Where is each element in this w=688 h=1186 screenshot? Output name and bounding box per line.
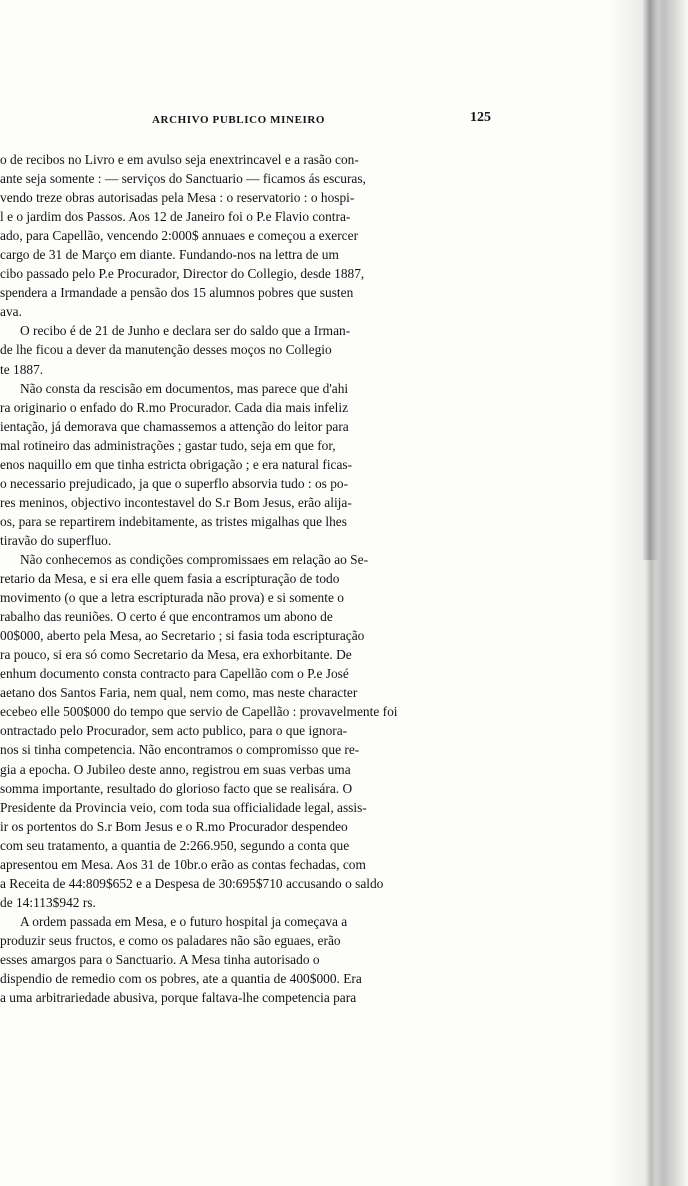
binding-shadow-lower (646, 560, 656, 1186)
text-line: Não conhecemos as condições compromissaes em relação ao Se- (20, 551, 369, 567)
text-line: A ordem passada em Mesa, e o futuro hospital ja começava a (20, 913, 348, 929)
text-line: ado, para Capellão, vencendo 2:000$ annuaes e começou a exercer (0, 228, 359, 244)
text-line: ontractado pelo Procurador, sem acto publico, para o que ignora- (0, 723, 348, 739)
text-line: res meninos, objectivo incontestavel do S.r Bom Jesus, erão alija- (0, 494, 352, 510)
text-line: ientação, já demorava que chamassemos a attenção do leitor para (0, 418, 349, 434)
text-line: somma importante, resultado do glorioso facto que se realisára. O (0, 780, 353, 796)
binding-shadow-upper (642, 0, 658, 560)
text-line: nos si tinha competencia. Não encontramos o compromisso que re- (0, 742, 360, 758)
page-number: 125 (470, 110, 491, 125)
text-line: o necessario prejudicado, ja que o superflo absorvia tudo : os po- (0, 475, 349, 491)
text-line: 00$000, aberto pela Mesa, ao Secretario ; si fasia toda escripturação (0, 628, 365, 644)
text-line: O recibo é de 21 de Junho e declara ser do saldo que a Irman- (20, 323, 351, 339)
text-line: os, para se repartirem indebitamente, as tristes migalhas que lhes (0, 513, 347, 529)
text-line: o de recibos no Livro e em avulso seja enextrincavel e a rasão con- (0, 152, 359, 167)
text-line: Presidente da Provincia veio, com toda sua officialidade legal, assis- (0, 799, 367, 815)
text-line: ante seja somente : — serviços do Sanctuario — ficamos ás escuras, (0, 171, 366, 187)
text-line: ra originario o enfado do R.mo Procurador. Cada dia mais infeliz (0, 399, 349, 415)
text-line: produzir seus fructos, e como os paladares não são eguaes, erão (0, 932, 341, 948)
text-line: l e o jardim dos Passos. Aos 12 de Janeiro foi o P.e Flavio contra- (0, 209, 351, 225)
text-line: de lhe ficou a dever da manutenção desses moços no Collegio (0, 342, 332, 358)
text-line: gia a epocha. O Jubileo deste anno, registrou em suas verbas uma (0, 761, 351, 777)
text-line: mal rotineiro das administrações ; gastar tudo, seja em que for, (0, 437, 336, 453)
text-line: tiravão do superfluo. (0, 532, 112, 548)
text-line: enos naquillo em que tinha estricta obrigação ; e era natural ficas- (0, 456, 353, 472)
text-line: ava. (0, 304, 22, 320)
text-line: dispendio de remedio com os pobres, ate a quantia de 400$000. Era (0, 971, 362, 987)
text-line: aetano dos Santos Faria, nem qual, nem como, mas neste character (0, 685, 358, 701)
text-line: a Receita de 44:809$652 e a Despesa de 30:695$710 accusando o saldo (0, 875, 384, 891)
page-header (0, 110, 520, 130)
text-line: spendera a Irmandade a pensão dos 15 alumnos pobres que susten (0, 285, 354, 301)
text-line: rabalho das reuniões. O certo é que encontramos um abono de (0, 609, 333, 625)
text-line: Não consta da rescisão em documentos, mas parece que d'ahi (20, 380, 349, 396)
text-line: com seu tratamento, a quantia de 2:266.950, segundo a conta que (0, 837, 350, 853)
text-line: enhum documento consta contracto para Capellão com o P.e José (0, 666, 349, 682)
text-line: ir os portentos do S.r Bom Jesus e o R.mo Procurador despendeo (0, 818, 348, 834)
text-line: ecebeo elle 500$000 do tempo que servio de Capellão : provavelmente foi (0, 704, 398, 720)
running-title: ARCHIVO PUBLICO MINEIRO (152, 114, 326, 126)
text-line: cibo passado pelo P.e Procurador, Director do Collegio, desde 1887, (0, 266, 365, 282)
text-line: ra pouco, si era só como Secretario da Mesa, era exhorbitante. De (0, 647, 352, 663)
text-line: esses amargos para o Sanctuario. A Mesa tinha autorisado o (0, 951, 320, 967)
text-line: apresentou em Mesa. Aos 31 de 10br.o erão as contas fechadas, com (0, 856, 366, 872)
text-line: de 14:113$942 rs. (0, 894, 96, 910)
text-line: retario da Mesa, e si era elle quem fasia a escripturação de todo (0, 571, 340, 587)
text-line: cargo de 31 de Março em diante. Fundando-nos na lettra de um (0, 247, 339, 263)
text-line: te 1887. (0, 361, 44, 377)
body-text (0, 150, 505, 1007)
text-line: a uma arbitrariedade abusiva, porque faltava-lhe competencia para (0, 990, 357, 1006)
text-line: movimento (o que a letra escripturada não prova) e si somente o (0, 590, 344, 606)
text-line: vendo treze obras autorisadas pela Mesa : o reservatorio : o hospi- (0, 190, 355, 206)
